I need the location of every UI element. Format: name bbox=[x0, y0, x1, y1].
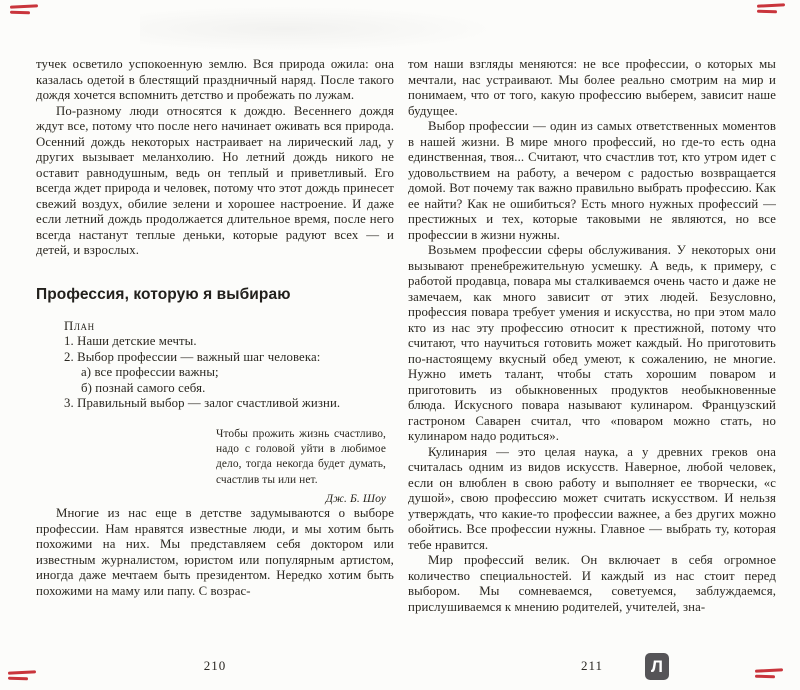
paragraph: По-разному люди относятся к дождю. Весеннего дождя ждут все, потому что после него начинает оживать вся природа. Осенний дождь некоторых настраивает на лирический лад, у других вызывает меланхолию. Но летний дождь никого не оставит равнодушным, ведь он теплый и приветливый. Его всегда ждет природа и человек, потому что этот дождь принесет свежий воздух, обилие зелени и хорошее настроение. И даже если летний дождь продолжается длительное время, после него всегда настанут теплые деньки, которые радуют всех — и детей, и взрослых. bbox=[36, 103, 394, 257]
essay-plan bbox=[64, 319, 394, 413]
corner-red-mark-bottom-left bbox=[8, 671, 36, 684]
paragraph: Многие из нас еще в детстве задумываются о выборе профессии. Нам нравятся известные люди, и мы хотим быть похожими на них. Мы представляем себя доктором или известным журналистом, юристом или популярным артистом, иногда даже мечтаем быть президентом. Нередко хотим быть похожими на маму или папу. С возрас- bbox=[36, 506, 394, 598]
epigraph bbox=[216, 427, 386, 506]
paragraph: Мир профессий велик. Он включает в себя огромное количество специальностей. И каждый из нас стоит перед выбором. Мы сомневаемся, советуемся, заблуждаемся, прислушиваемся к мнению родителей, учителей, зна- bbox=[408, 553, 776, 614]
plan-item: 3. Правильный выбор — залог счастливой жизни. bbox=[64, 396, 341, 411]
paragraph: Возьмем профессии сферы обслуживания. У некоторых они вызывают пренебрежительную усмешку. А ведь, к примеру, с работой продавца, повара мы сталкиваемся очень часто и даже не замечаем, как много зависит от этих людей. Безусловно, профессия повара требует умения и искусства, но при этом мало кто из нас эту профессию относит к престижной, потому что считают, что научиться готовить может каждый. Но приготовить по-настоящему вкусный обед умеют, к сожалению, не многие. Нужно иметь талант, чтобы стать хорошим поваром и приготовить из обыкновенных продуктов необыкновенные блюда. Искусного повара называют кулинаром. Французский гастроном Саварен считал, что «поваром можно стать, но кулинаром надо родиться». bbox=[408, 243, 776, 443]
paragraph: Кулинария — это целая наука, а у древних греков она считалась одним из видов искусств. Наверное, любой человек, если он влюблен в свою работу и выполняет ее творчески, «с душой», свою профессию может считать искусством. И нельзя утверждать, что какие-то профессии важнее, а без других можно обойтись. Все профессии нужны. Главное — выбрать ту, которая тебе нравится. bbox=[408, 444, 776, 552]
paragraph: Выбор профессии — один из самых ответственных моментов в нашей жизни. В мире много профессий, но где-то есть одна единственная, твоя... Считают, что счастлив тот, кто утром идет с удовольствием на работу, а вечером с радостью возвращается домой. Вот почему так важно правильно выбрать профессию. Как ее найти? Как не ошибиться? Есть много нужных профессий — престижных и тех, которые таковыми не являются, но все профессии в жизни нужны. bbox=[408, 119, 776, 242]
labirint-watermark-logo: Л bbox=[645, 653, 669, 680]
page-number-right: 211 bbox=[580, 658, 604, 673]
plan-subitem: б) познай самого себя. bbox=[81, 380, 206, 395]
page-showthrough-smudge bbox=[140, 6, 500, 52]
plan-subitem: а) все профессии важны; bbox=[81, 365, 219, 380]
right-page-text-column bbox=[408, 57, 776, 615]
paragraph: том наши взгляды меняются: не все профессии, о которых мы мечтали, нас устраивают. Мы более реально смотрим на мир и понимаем, что от того, какую профессию выберем, зависит наше будущее. bbox=[408, 57, 776, 118]
left-page-text-column bbox=[36, 57, 394, 599]
plan-label: План bbox=[64, 318, 95, 333]
page-number-left: 210 bbox=[203, 658, 227, 673]
plan-item: 1. Наши детские мечты. bbox=[64, 334, 197, 349]
plan-item: 2. Выбор профессии — важный шаг человека: bbox=[64, 349, 321, 364]
paragraph: тучек осветило успокоенную землю. Вся природа ожила: она казалась одетой в блестящий праздничный наряд. После такого дождя хочется вспомнить детство и пробежать по лужам. bbox=[36, 57, 394, 102]
epigraph-author: Дж. Б. Шоу bbox=[325, 491, 386, 505]
corner-red-mark-top-left bbox=[10, 5, 38, 18]
corner-red-mark-top-right bbox=[757, 4, 785, 17]
essay-title: Профессия, которую я выбираю bbox=[36, 285, 291, 303]
epigraph-text: Чтобы прожить жизнь счастливо, надо с головой уйти в любимое дело, тогда некогда будет думать, счастлив ты или нет. bbox=[216, 428, 386, 486]
